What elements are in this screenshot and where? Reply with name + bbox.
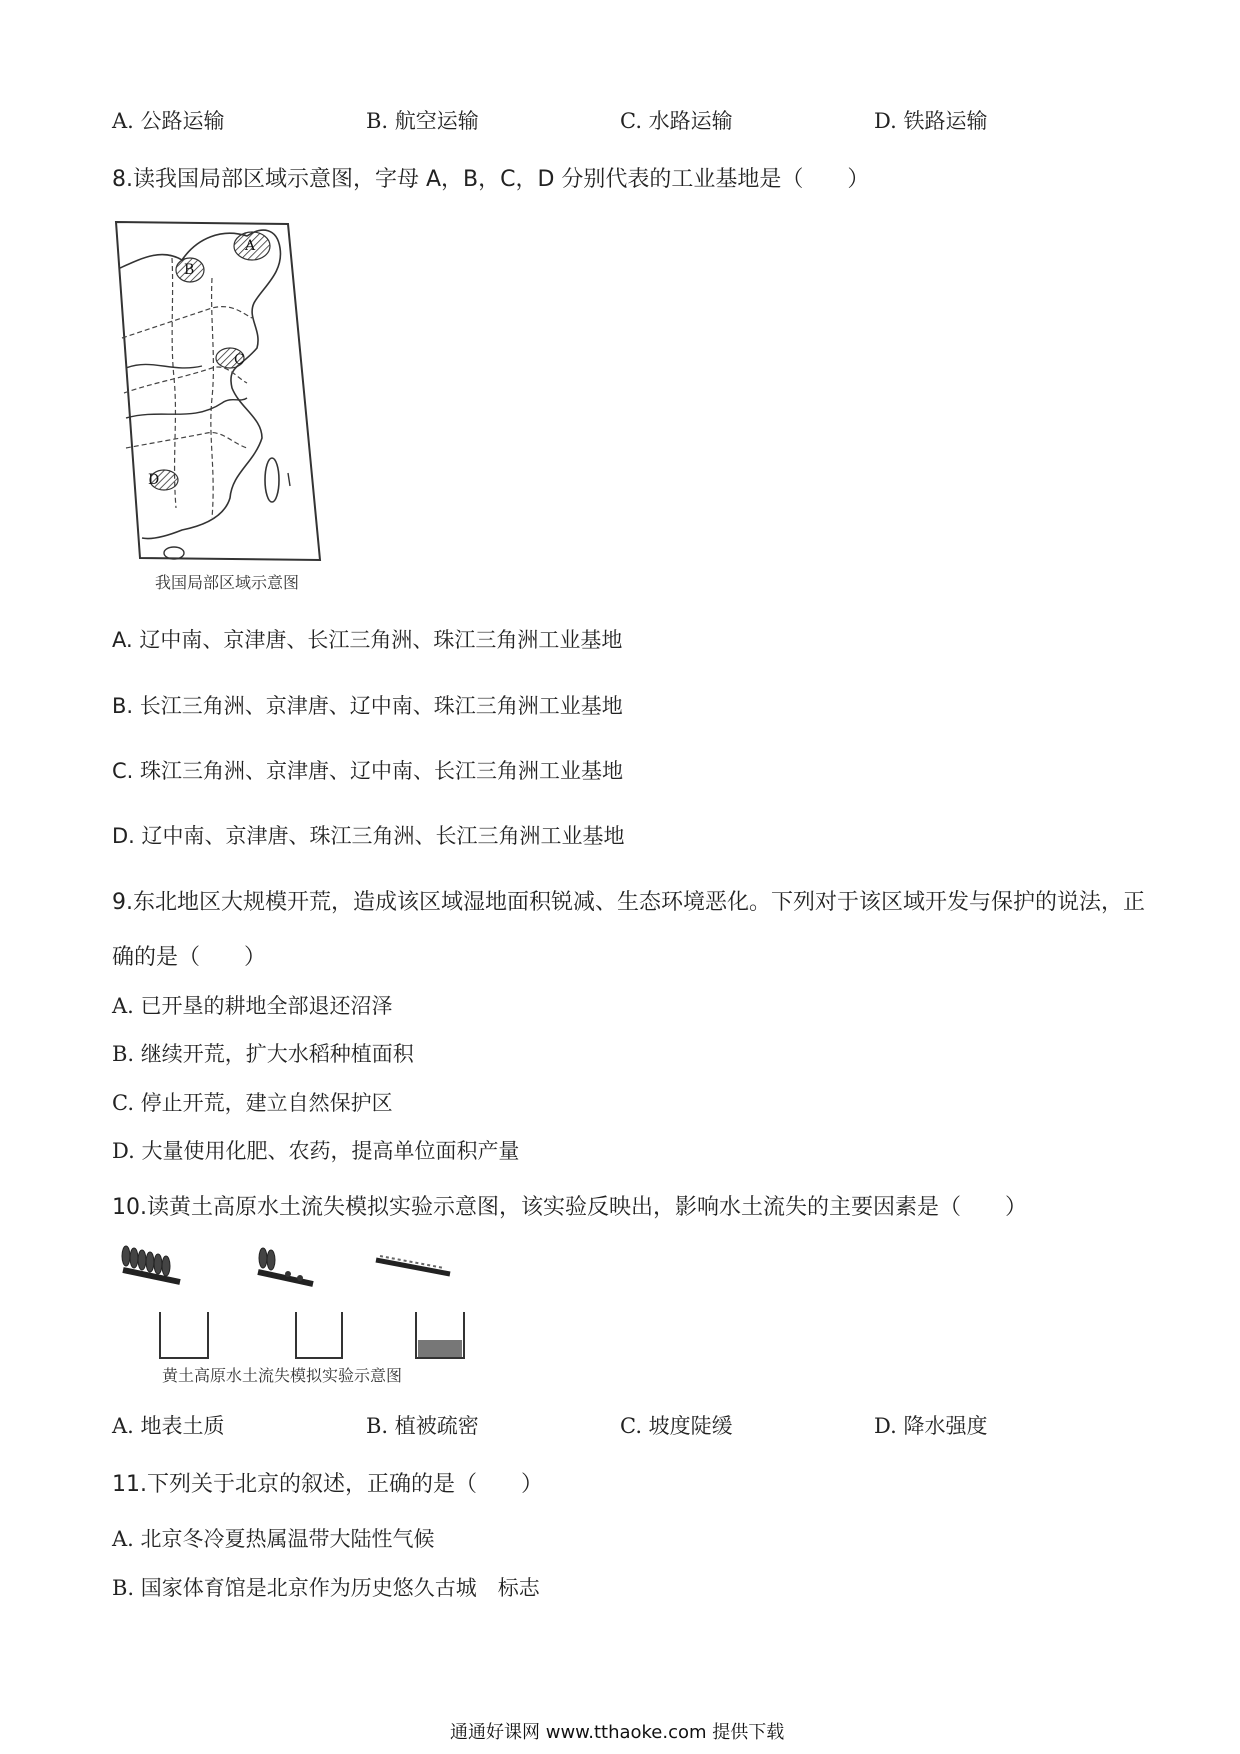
q8-option-a: A. 辽中南、京津唐、长江三角洲、珠江三角洲工业基地 [112,628,623,652]
q9-stem-line2: 确的是（ ） [112,945,267,970]
q11-option-a: A. 北京冬冷夏热属温带大陆性气候 [112,1527,435,1551]
q10-option-d: D. 降水强度 [874,1414,988,1438]
q8-figure-caption: 我国局部区域示意图 [155,573,300,592]
q11-option-b: B. 国家体育馆是北京作为历史悠久古城 标志 [112,1576,540,1600]
q10-option-b: B. 植被疏密 [366,1414,479,1438]
q10-stem: 10.读黄土高原水土流失模拟实验示意图，该实验反映出，影响水土流失的主要因素是（ ） [112,1195,1027,1220]
china-region-map [112,218,342,593]
q8-option-d: D. 辽中南、京津唐、珠江三角洲、长江三角洲工业基地 [112,824,625,848]
q9-stem-line1: 9.东北地区大规模开荒，造成该区域湿地面积锐减、生态环境恶化。下列对于该区域开发与保护的说法，正 [112,890,1145,915]
q10-option-c: C. 坡度陡缓 [620,1414,733,1438]
q7-option-d: D. 铁路运输 [874,109,988,133]
map-label-c: C [234,352,245,368]
q10-figure-caption: 黄土高原水土流失模拟实验示意图 [162,1366,403,1385]
q8-option-c: C. 珠江三角洲、京津唐、辽中南、长江三角洲工业基地 [112,759,624,783]
q10-option-a: A. 地表土质 [112,1414,225,1438]
map-label-d: D [148,472,160,488]
page-footer: 通通好课网 www.tthaoke.com 提供下载 [450,1722,785,1743]
q9-option-c: C. 停止开荒，建立自然保护区 [112,1091,393,1115]
map-label-b: B [184,262,195,278]
q9-option-d: D. 大量使用化肥、农药，提高单位面积产量 [112,1139,520,1163]
q11-stem: 11.下列关于北京的叙述，正确的是（ ） [112,1472,543,1497]
q9-option-a: A. 已开垦的耕地全部退还沼泽 [112,994,393,1018]
q7-option-b: B. 航空运输 [366,109,479,133]
q7-option-c: C. 水路运输 [620,109,733,133]
soil-erosion-experiment [118,1240,518,1365]
q8-option-b: B. 长江三角洲、京津唐、辽中南、珠江三角洲工业基地 [112,694,623,718]
q9-option-b: B. 继续开荒，扩大水稻种植面积 [112,1042,414,1066]
q7-option-a: A. 公路运输 [112,109,225,133]
map-label-a: A [245,238,256,254]
q8-stem: 8.读我国局部区域示意图，字母 A，B，C，D 分别代表的工业基地是（ ） [112,167,870,192]
